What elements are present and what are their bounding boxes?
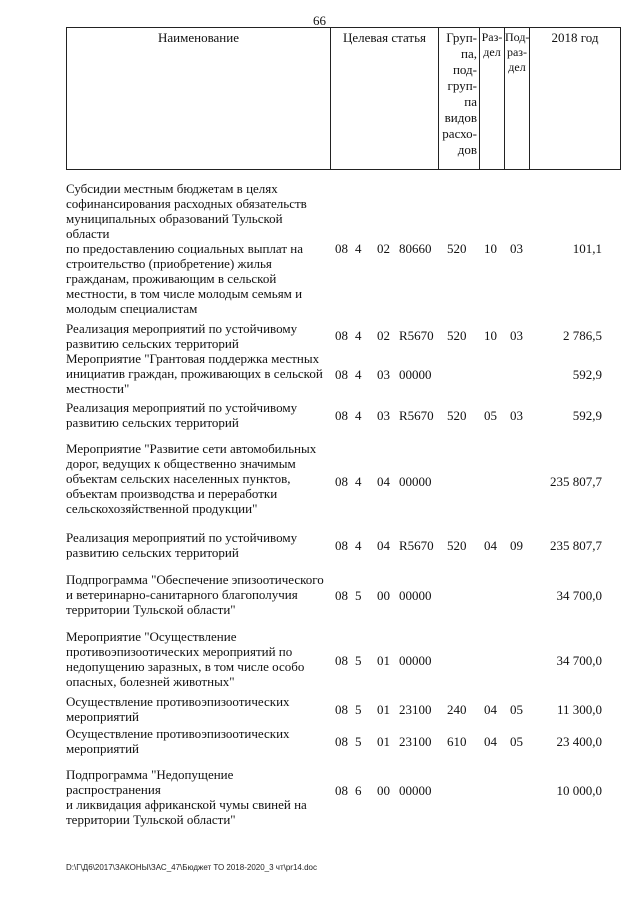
row-code-event: 00 [377,588,390,603]
row-name: Подпрограмма "Недопущение распространения и ликвидация африканской чумы свиней на территории Тульской области" [66,767,307,827]
row-code-subprogram: 6 [355,783,362,798]
row-code-subprogram: 4 [355,538,362,553]
header-group-line: па, [461,46,477,61]
row-section: 04 [484,702,497,717]
header-subsection-line: раз- [506,45,528,59]
row-group: 520 [447,538,467,553]
row-code-program: 08 [335,408,348,423]
row-code-program: 08 [335,328,348,343]
row-code-event: 04 [377,474,390,489]
row-name: Мероприятие "Осуществление противоэпизоотических мероприятий по недопущению заразных, в том числе особо опасных, болезней животных" [66,629,305,689]
row-code-subprogram: 5 [355,588,362,603]
file-path-footer: D:\Г\Д6\2017\ЗАКОНЫ\ЗАС_47\Бюджет ТО 2018-2020_3 чт\pr14.doc [66,863,317,872]
header-group-column [439,28,480,169]
header-year-column [530,28,620,169]
row-code-direction: 23100 [399,702,432,717]
row-section: 05 [484,408,497,423]
row-code-event: 04 [377,538,390,553]
row-group: 240 [447,702,467,717]
row-code-direction: 00000 [399,653,432,668]
header-subsection-column [505,28,530,169]
row-code-subprogram: 5 [355,734,362,749]
header-section-column [480,28,505,169]
row-code-program: 08 [335,367,348,382]
row-amount: 592,9 [572,367,602,382]
header-group-line: па [464,94,477,109]
table-header [66,27,621,170]
row-code-direction: 00000 [399,367,432,382]
row-code-direction: R5670 [399,408,434,423]
header-name-column [67,28,331,169]
row-code-direction: 00000 [399,474,432,489]
header-group-line: Груп- [446,30,477,45]
row-group: 520 [447,241,467,256]
row-amount: 592,9 [572,408,602,423]
row-code-subprogram: 4 [355,367,362,382]
row-code-event: 02 [377,328,390,343]
row-amount: 34 700,0 [556,588,602,603]
row-code-event: 03 [377,408,390,423]
header-group-line: расхо- [442,126,477,141]
row-section: 10 [484,241,497,256]
row-name: Мероприятие "Развитие сети автомобильных дорог, ведущих к общественно значимым объектам сельских населенных пунктов, объектам производства и переработки сельскохозяйственной продукции" [66,441,317,516]
row-code-subprogram: 4 [355,474,362,489]
row-code-program: 08 [335,653,348,668]
row-subsection: 03 [510,408,523,423]
row-code-subprogram: 5 [355,653,362,668]
row-section: 10 [484,328,497,343]
row-code-subprogram: 4 [355,241,362,256]
row-amount: 34 700,0 [556,653,602,668]
row-group: 520 [447,328,467,343]
row-code-program: 08 [335,474,348,489]
row-subsection: 05 [510,734,523,749]
row-subsection: 03 [510,328,523,343]
row-code-program: 08 [335,783,348,798]
row-code-event: 03 [377,367,390,382]
row-section: 04 [484,538,497,553]
row-section: 04 [484,734,497,749]
row-subsection: 03 [510,241,523,256]
row-name: Подпрограмма "Обеспечение эпизоотического и ветеринарно-санитарного благополучия территории Тульской области" [66,572,324,617]
row-subsection: 05 [510,702,523,717]
row-amount: 23 400,0 [556,734,602,749]
row-amount: 235 807,7 [550,474,602,489]
row-code-direction: 23100 [399,734,432,749]
header-name-label: Наименование [158,30,239,45]
row-code-program: 08 [335,538,348,553]
row-code-subprogram: 5 [355,702,362,717]
row-code-direction: 00000 [399,588,432,603]
row-code-direction: 80660 [399,241,432,256]
header-year-label: 2018 год [551,30,599,45]
row-name: Осуществление противоэпизоотических мероприятий [66,694,290,724]
row-code-subprogram: 4 [355,328,362,343]
header-subsection-label [505,28,529,75]
row-code-event: 01 [377,734,390,749]
row-name: Мероприятие "Грантовая поддержка местных инициатив граждан, проживающих в сельской местности" [66,351,323,396]
header-subsection-line: дел [508,60,526,74]
row-code-direction: 00000 [399,783,432,798]
row-code-event: 02 [377,241,390,256]
row-name: Реализация мероприятий по устойчивому развитию сельских территорий [66,400,298,430]
row-code-event: 01 [377,702,390,717]
page-number: 66 [313,13,326,28]
header-section-line: Раз- [481,30,503,44]
header-group-line: видов [444,110,477,125]
header-section-line: дел [483,45,501,59]
row-name: Реализация мероприятий по устойчивому развитию сельских территорий [66,530,298,560]
row-name: Реализация мероприятий по устойчивому развитию сельских территорий [66,321,298,351]
header-group-line: под- [452,62,477,77]
row-code-program: 08 [335,241,348,256]
row-code-event: 01 [377,653,390,668]
row-subsection: 09 [510,538,523,553]
header-target-label: Целевая статья [342,30,426,45]
row-code-subprogram: 4 [355,408,362,423]
header-section-label [480,28,504,60]
row-code-program: 08 [335,702,348,717]
row-amount: 10 000,0 [556,783,602,798]
row-code-program: 08 [335,734,348,749]
row-amount: 235 807,7 [550,538,602,553]
row-amount: 2 786,5 [563,328,602,343]
row-amount: 101,1 [572,241,602,256]
row-name: Осуществление противоэпизоотических мероприятий [66,726,290,756]
row-code-program: 08 [335,588,348,603]
row-code-direction: R5670 [399,538,434,553]
row-group: 610 [447,734,467,749]
header-group-label [439,28,479,158]
row-amount: 11 300,0 [556,702,602,717]
header-group-line: дов [457,142,477,157]
row-name: Субсидии местным бюджетам в целях софинансирования расходных обязательств муниципальных образований Тульской области по предоставлению социальных выплат на строительство (приобретение) жилья гражданам, проживающим в сельской местности, в том числе молодым семьям и молодым специалистам [66,181,307,316]
row-code-direction: R5670 [399,328,434,343]
header-subsection-line: Под- [505,30,530,44]
row-group: 520 [447,408,467,423]
header-group-line: груп- [447,78,477,93]
header-target-column [331,28,439,169]
row-code-event: 00 [377,783,390,798]
